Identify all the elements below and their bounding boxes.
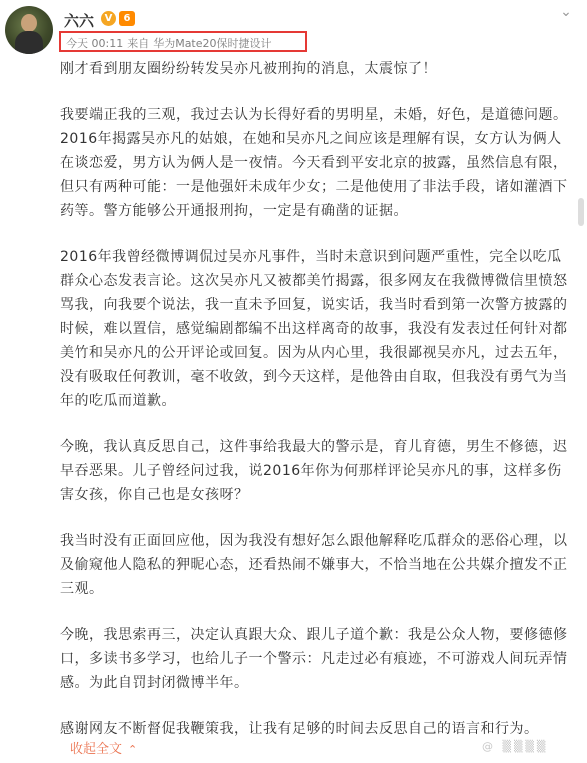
- post-paragraph: 感谢网友不断督促我鞭策我，让我有足够的时间去反思自己的语言和行为。: [60, 721, 539, 737]
- post-paragraph: 今晚，我思索再三，决定认真跟大众、跟儿子道个歉：我是公众人物，要修德修口，多读书多学习，也给儿子一个警示：凡走过必有痕迹，不可游戏人间玩弄情感。为此自罚封闭微博半年。: [60, 627, 568, 691]
- post-paragraph: 我当时没有正面回应他，因为我没有想好怎么跟他解释吃瓜群众的恶俗心理，以及偷窥他人隐私的狎昵心态，还看热闹不嫌事大，不恰当地在公共媒介擅发不正三观。: [60, 533, 568, 597]
- level-badge-icon: 6: [119, 11, 135, 26]
- avatar-head: [21, 14, 37, 32]
- watermark: @ ▒▒▒▒: [482, 740, 549, 753]
- post-paragraph: 今晚，我认真反思自己，这件事给我最大的警示是，育儿育德，男生不修德，迟早吞恶果。儿子曾经问过我，说2016年你为何那样评论吴亦凡的事，这样多伤害女孩，你自己也是女孩呀？: [60, 439, 568, 503]
- avatar[interactable]: [5, 6, 53, 54]
- collapse-label: 收起全文: [70, 742, 123, 757]
- device-source[interactable]: 华为Mate20保时捷设计: [153, 37, 272, 50]
- source-prefix: 来自: [127, 37, 150, 50]
- vip-badge-icon: V: [101, 11, 116, 26]
- avatar-body: [15, 31, 43, 54]
- post-paragraph: 刚才看到朋友圈纷纷转发吴亦凡被刑拘的消息，太震惊了！: [60, 61, 437, 77]
- post-meta: [66, 35, 276, 51]
- chevron-up-icon: ⌃: [128, 743, 138, 756]
- scrollbar[interactable]: [578, 198, 584, 226]
- post-paragraph: 2016年我曾经微博调侃过吴亦凡事件，当时未意识到问题严重性，完全以吃瓜群众心态发表言论。这次吴亦凡又被都美竹揭露，很多网友在我微博微信里愤怒骂我，向我要个说法，我一直未予回复，说实话，我当时看到第一次警方披露的时候，难以置信，感觉编剧都编不出这样离奇的故事，我没有发表过任何针对都美竹和吴亦凡的公开评论或回复。因为从内心里，我很鄙视吴亦凡，过去五年，没有吸取任何教训，毫不收敛，到今天这样，是他咎由自取，但我没有勇气为当年的吃瓜而道歉。: [60, 249, 568, 409]
- chevron-down-icon[interactable]: ⌄: [560, 4, 572, 20]
- post-paragraph: 我要端正我的三观，我过去认为长得好看的男明星，未婚，好色，是道德问题。2016年揭露吴亦凡的姑娘，在她和吴亦凡之间应该是理解有误，女方认为俩人在谈恋爱，男方认为俩人是一夜情。今天看到平安北京的披露，虽然信息有限，但只有两种可能：一是他强奸未成年少女；二是他使用了非法手段，诸如灌酒下药等。警方能够公开通报刑拘，一定是有确凿的证据。: [60, 107, 568, 219]
- collapse-button[interactable]: [70, 738, 137, 757]
- highlight-box: [59, 31, 307, 52]
- post-time[interactable]: 今天 00:11: [66, 37, 124, 50]
- post-body: [60, 57, 574, 763]
- username[interactable]: 六六: [64, 12, 95, 30]
